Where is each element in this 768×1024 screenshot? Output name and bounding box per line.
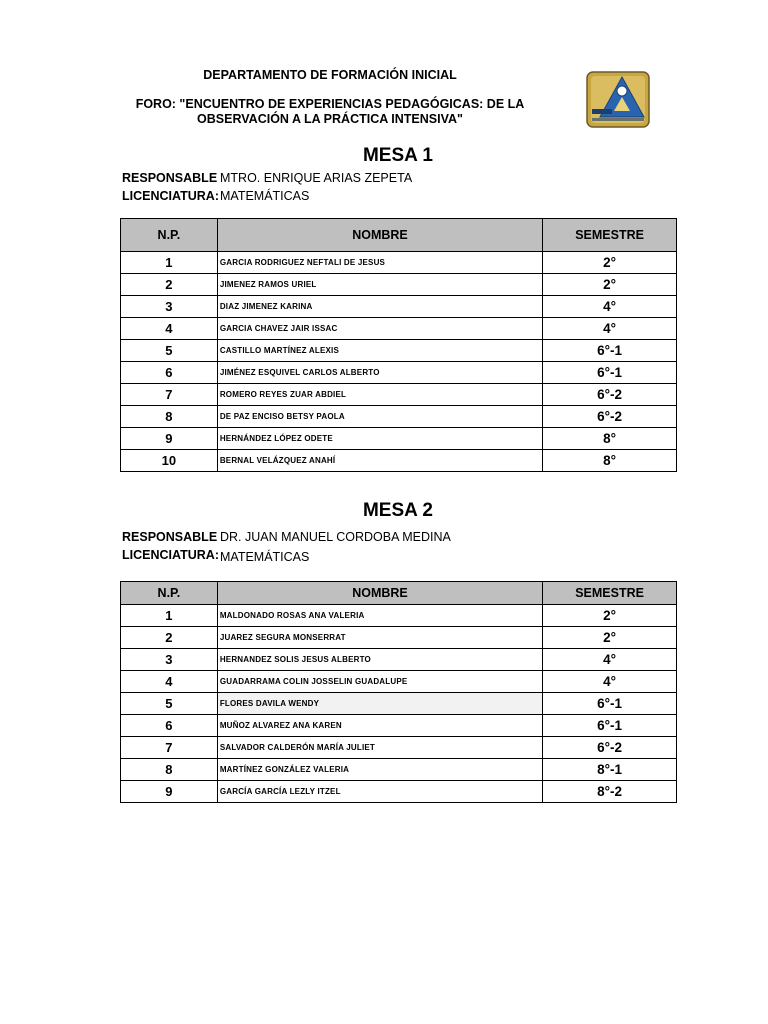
row-semestre-cell: 4° [543,671,677,693]
row-np-cell: 4 [121,318,218,340]
responsable-value: MTRO. ENRIQUE ARIAS ZEPETA [220,171,413,185]
row-np-cell: 5 [121,693,218,715]
row-nombre-cell: GARCIA CHAVEZ JAIR ISSAC [217,318,542,340]
row-np-cell: 5 [121,340,218,362]
row-np-cell: 10 [121,450,218,472]
table-row [121,406,677,428]
column-header-np: N.P. [121,219,218,252]
mesa-1-title: MESA 1 [362,145,434,166]
row-np-cell: 6 [121,715,218,737]
row-semestre-cell: 2° [543,252,677,274]
table-row [121,737,677,759]
row-nombre-cell: HERNÁNDEZ LÓPEZ ODETE [217,428,542,450]
row-nombre-cell: MARTÍNEZ GONZÁLEZ VALERIA [217,759,542,781]
table-row [121,450,677,472]
row-nombre-cell: GUADARRAMA COLIN JOSSELIN GUADALUPE [217,671,542,693]
row-np-cell: 2 [121,627,218,649]
row-np-cell: 1 [121,605,218,627]
table-row [121,252,677,274]
row-nombre-cell: GARCIA RODRIGUEZ NEFTALI DE JESUS [217,252,542,274]
row-np-cell: 4 [121,671,218,693]
row-np-cell: 8 [121,406,218,428]
mesa-2-table [120,581,677,803]
table-row [121,428,677,450]
row-nombre-cell: ROMERO REYES ZUAR ABDIEL [217,384,542,406]
licenciatura-value: MATEMÁTICAS [220,550,310,564]
row-semestre-cell: 2° [543,274,677,296]
row-nombre-cell: DE PAZ ENCISO BETSY PAOLA [217,406,542,428]
document-header [120,68,540,127]
forum-title-line2: OBSERVACIÓN A LA PRÁCTICA INTENSIVA" [197,112,463,126]
table-row [121,605,677,627]
table-row [121,693,677,715]
column-header-nombre: NOMBRE [217,582,542,605]
row-semestre-cell: 2° [543,627,677,649]
row-semestre-cell: 6°-1 [543,362,677,384]
row-nombre-cell: GARCÍA GARCÍA LEZLY ITZEL [217,781,542,803]
row-semestre-cell: 4° [543,318,677,340]
table-row [121,649,677,671]
row-semestre-cell: 8°-2 [543,781,677,803]
row-semestre-cell: 6°-2 [543,406,677,428]
row-semestre-cell: 6°-2 [543,384,677,406]
table-row [121,759,677,781]
department-title: DEPARTAMENTO DE FORMACIÓN INICIAL [203,68,457,82]
mesa-1-table [120,218,677,472]
table-row [121,318,677,340]
row-np-cell: 1 [121,252,218,274]
mesa-2-meta [122,528,451,564]
row-np-cell: 7 [121,384,218,406]
row-np-cell: 8 [121,759,218,781]
row-np-cell: 9 [121,781,218,803]
row-nombre-cell: FLORES DAVILA WENDY [217,693,542,715]
forum-title-line1: FORO: "ENCUENTRO DE EXPERIENCIAS PEDAGÓGICAS: DE LA [135,97,525,111]
row-semestre-cell: 8° [543,428,677,450]
row-semestre-cell: 6°-2 [543,737,677,759]
row-semestre-cell: 6°-1 [543,715,677,737]
row-nombre-cell: BERNAL VELÁZQUEZ ANAHÍ [217,450,542,472]
row-semestre-cell: 4° [543,649,677,671]
table-row [121,340,677,362]
row-nombre-cell: SALVADOR CALDERÓN MARÍA JULIET [217,737,542,759]
licenciatura-label: LICENCIATURA: [122,189,219,203]
row-np-cell: 3 [121,296,218,318]
row-np-cell: 9 [121,428,218,450]
row-semestre-cell: 8° [543,450,677,472]
table-row [121,781,677,803]
row-nombre-cell: DIAZ JIMENEZ KARINA [217,296,542,318]
row-nombre-cell: HERNANDEZ SOLIS JESUS ALBERTO [217,649,542,671]
row-np-cell: 7 [121,737,218,759]
row-np-cell: 3 [121,649,218,671]
row-nombre-cell: MUÑOZ ALVAREZ ANA KAREN [217,715,542,737]
institution-logo-icon [586,71,650,128]
responsable-label: RESPONSABLE [122,530,218,544]
row-np-cell: 6 [121,362,218,384]
table-row [121,362,677,384]
row-nombre-cell: MALDONADO ROSAS ANA VALERIA [217,605,542,627]
row-semestre-cell: 8°-1 [543,759,677,781]
responsable-label: RESPONSABLE [122,171,218,185]
row-semestre-cell: 4° [543,296,677,318]
column-header-nombre: NOMBRE [217,219,542,252]
mesa-1-meta [122,169,412,205]
table-row [121,296,677,318]
column-header-np: N.P. [121,582,218,605]
licenciatura-label: LICENCIATURA: [122,548,219,562]
row-nombre-cell: CASTILLO MARTÍNEZ ALEXIS [217,340,542,362]
responsable-value: DR. JUAN MANUEL CORDOBA MEDINA [220,530,451,544]
mesa-2-title: MESA 2 [362,500,434,521]
table-row [121,384,677,406]
column-header-semestre: SEMESTRE [543,219,677,252]
row-nombre-cell: JIMÉNEZ ESQUIVEL CARLOS ALBERTO [217,362,542,384]
table-row [121,715,677,737]
row-nombre-cell: JUAREZ SEGURA MONSERRAT [217,627,542,649]
row-semestre-cell: 2° [543,605,677,627]
row-nombre-cell: JIMENEZ RAMOS URIEL [217,274,542,296]
table-row [121,274,677,296]
table-row [121,671,677,693]
licenciatura-value: MATEMÁTICAS [220,189,310,203]
row-np-cell: 2 [121,274,218,296]
table-row [121,627,677,649]
column-header-semestre: SEMESTRE [543,582,677,605]
row-semestre-cell: 6°-1 [543,693,677,715]
row-semestre-cell: 6°-1 [543,340,677,362]
